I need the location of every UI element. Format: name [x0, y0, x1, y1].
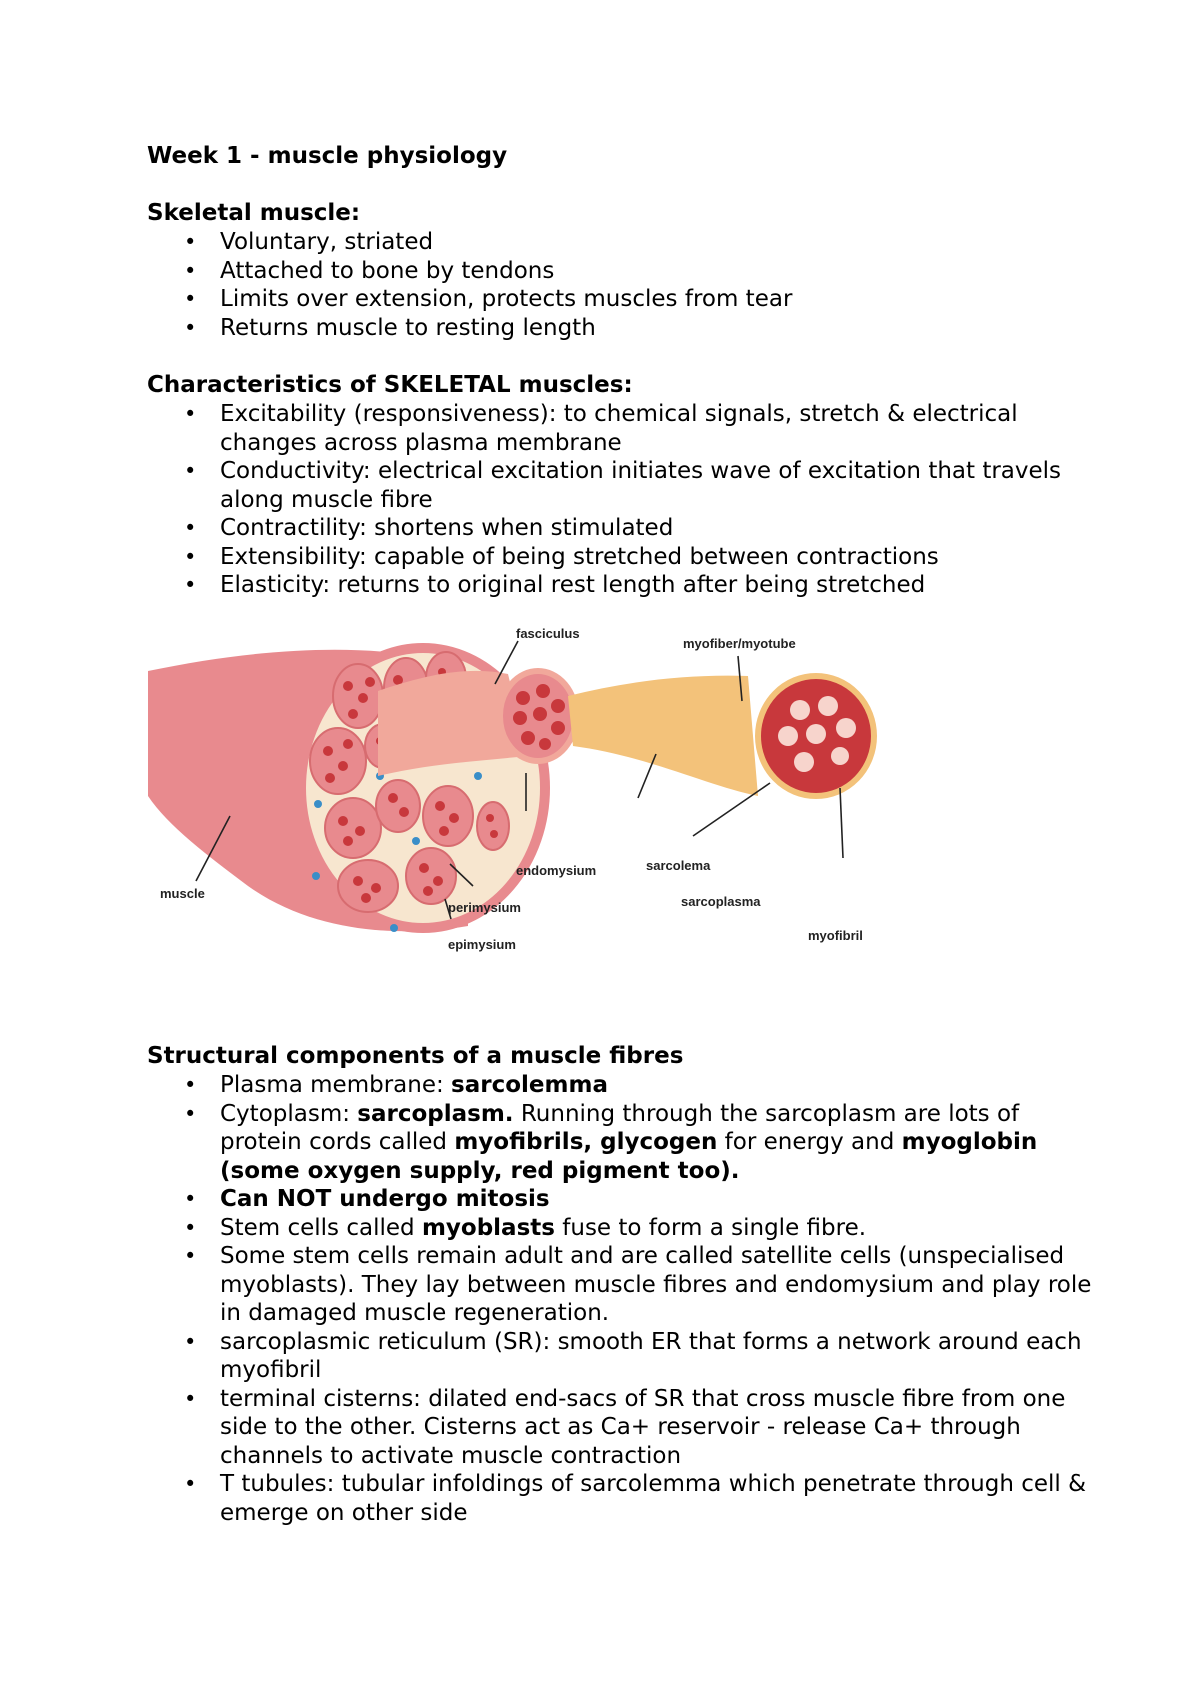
characteristics-list [147, 400, 1107, 600]
list-item: • Cytoplasm: sarcoplasm. Running through the sarcoplasm are lots of protein cords called myofibrils, glycogen for energy and myoglobin (some oxygen supply, red pigment too). [147, 1100, 1107, 1186]
characteristics-section [147, 371, 1107, 600]
list-item: • Limits over extension, protects muscles from tear [147, 285, 1107, 314]
list-item: • sarcoplasmic reticulum (SR): smooth ER that forms a network around each myofibril [147, 1328, 1107, 1385]
list-item: • Returns muscle to resting length [147, 314, 1107, 343]
list-item: • Voluntary, striated [147, 228, 1107, 257]
list-item: • Attached to bone by tendons [147, 257, 1107, 286]
list-item: • Elasticity: returns to original rest length after being stretched [147, 571, 1107, 600]
muscle-diagram [148, 626, 878, 958]
list-item: • Some stem cells remain adult and are called satellite cells (unspecialised myoblasts). They lay between muscle fibres and endomysium and play role in damaged muscle regeneration. [147, 1242, 1107, 1328]
skeletal-list [147, 228, 1107, 342]
structural-section [147, 1042, 1107, 1527]
list-item: • Stem cells called myoblasts fuse to form a single fibre. [147, 1214, 1107, 1243]
list-item: • Conductivity: electrical excitation initiates wave of excitation that travels along muscle fibre [147, 457, 1107, 514]
structural-list [147, 1071, 1107, 1527]
list-item: • Contractility: shortens when stimulated [147, 514, 1107, 543]
skeletal-heading: Skeletal muscle: [147, 200, 361, 226]
label-fasciculus: fasciculus [516, 626, 580, 641]
list-item: • T tubules: tubular infoldings of sarcolemma which penetrate through cell & emerge on other side [147, 1470, 1107, 1527]
label-perimysium: perimysium [448, 900, 521, 915]
list-item: • Extensibility: capable of being stretched between contractions [147, 543, 1107, 572]
label-myofibril: myofibril [808, 928, 863, 943]
label-sarcolema: sarcolema [646, 858, 711, 873]
list-item: • Excitability (responsiveness): to chemical signals, stretch & electrical changes across plasma membrane [147, 400, 1107, 457]
label-epimysium: epimysium [448, 937, 516, 952]
label-myofiber: myofiber/myotube [683, 636, 796, 651]
muscle-structure-figure [148, 626, 878, 958]
list-item: • Plasma membrane: sarcolemma [147, 1071, 1107, 1100]
structural-heading: Structural components of a muscle fibres [147, 1043, 684, 1069]
label-endomysium: endomysium [516, 863, 597, 878]
myofiber-extension [568, 676, 758, 796]
page-title: Week 1 - muscle physiology [147, 143, 508, 169]
label-muscle: muscle [160, 886, 205, 901]
characteristics-heading: Characteristics of SKELETAL muscles: [147, 372, 633, 398]
skeletal-muscle-section [147, 199, 1107, 342]
list-item: • Can NOT undergo mitosis [147, 1185, 1107, 1214]
label-sarcoplasma: sarcoplasma [681, 894, 761, 909]
list-item: • terminal cisterns: dilated end-sacs of SR that cross muscle fibre from one side to the other. Cisterns act as Ca+ reservoir - release Ca+ through channels to activate muscle contraction [147, 1385, 1107, 1471]
